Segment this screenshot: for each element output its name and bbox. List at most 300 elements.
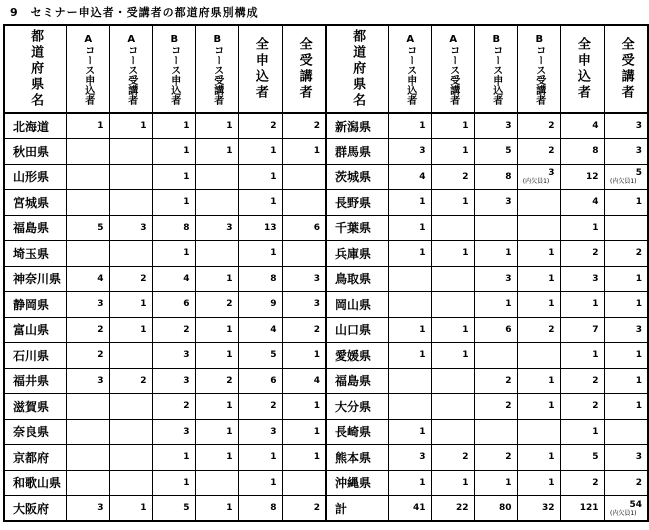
count-cell-b-apply <box>474 164 517 190</box>
count-cell-all-attend <box>282 266 326 292</box>
count-cell-all-apply <box>238 317 282 343</box>
count-value: 3 <box>419 146 426 157</box>
header-pref-left: 都道府県名 <box>4 25 66 113</box>
header-pref-right: 都道府県名 <box>326 25 388 113</box>
count-value: 4 <box>313 375 320 386</box>
count-value: 12 <box>585 171 599 182</box>
count-cell-b-apply <box>474 190 517 216</box>
count-value: 1 <box>635 375 642 386</box>
count-cell-b-apply <box>152 445 195 471</box>
count-value: 1 <box>548 299 555 310</box>
table-row <box>4 394 648 420</box>
count-value: 2 <box>462 171 469 182</box>
count-value: 4 <box>270 324 277 335</box>
count-cell-a-attend <box>109 343 152 369</box>
count-cell-b-attend <box>195 419 238 445</box>
prefecture-name: 和歌山県 <box>4 470 66 496</box>
count-cell-b-apply <box>474 113 517 139</box>
count-cell-a-attend <box>109 266 152 292</box>
count-value: 1 <box>270 171 277 182</box>
count-cell-b-attend <box>195 343 238 369</box>
count-cell-a-attend <box>109 317 152 343</box>
prefecture-name: 愛媛県 <box>326 343 388 369</box>
count-cell-b-attend <box>517 241 560 267</box>
count-cell-b-apply <box>152 241 195 267</box>
count-cell-b-apply <box>152 368 195 394</box>
count-cell-b-attend <box>517 164 560 190</box>
count-cell-b-apply <box>152 317 195 343</box>
count-cell-a-apply <box>66 266 109 292</box>
prefecture-name: 長野県 <box>326 190 388 216</box>
count-value: 5 <box>635 168 642 179</box>
table-row <box>4 215 648 241</box>
count-cell-a-apply <box>66 496 109 522</box>
count-cell-b-apply <box>152 292 195 318</box>
count-value: 4 <box>183 273 190 284</box>
count-cell-all-apply <box>560 113 604 139</box>
count-cell-a-attend <box>109 368 152 394</box>
count-value: 7 <box>592 324 599 335</box>
count-cell-all-apply <box>238 394 282 420</box>
prefecture-name: 新潟県 <box>326 113 388 139</box>
count-cell-all-attend <box>282 496 326 522</box>
header-b-apply-right: Bコース申込者 <box>474 25 517 113</box>
count-value: 2 <box>505 401 512 412</box>
count-cell-a-apply <box>388 470 431 496</box>
count-cell-a-apply <box>388 113 431 139</box>
count-value: 1 <box>462 197 469 208</box>
header-all-attend-right: 全受講者 <box>604 25 648 113</box>
count-value: 3 <box>635 452 642 463</box>
count-cell-all-apply <box>238 445 282 471</box>
count-cell-all-apply <box>238 368 282 394</box>
count-cell-all-apply <box>560 368 604 394</box>
count-cell-a-attend <box>431 266 474 292</box>
count-value: 8 <box>183 222 190 233</box>
count-value: 2 <box>313 324 320 335</box>
count-cell-all-attend <box>604 470 648 496</box>
count-cell-all-apply <box>238 419 282 445</box>
count-value: 1 <box>548 273 555 284</box>
count-cell-all-attend <box>604 317 648 343</box>
count-value: 1 <box>226 401 233 412</box>
count-cell-all-attend <box>282 317 326 343</box>
count-cell-all-attend <box>604 292 648 318</box>
table-row <box>4 343 648 369</box>
count-cell-b-attend <box>195 317 238 343</box>
count-value: 1 <box>419 324 426 335</box>
count-cell-a-attend <box>109 139 152 165</box>
count-value: 1 <box>226 350 233 361</box>
count-value: 1 <box>592 426 599 437</box>
count-value: 1 <box>226 121 233 131</box>
count-cell-a-attend <box>431 190 474 216</box>
count-cell-a-apply <box>388 139 431 165</box>
count-cell-all-attend <box>282 445 326 471</box>
count-value: 2 <box>226 299 233 310</box>
count-cell-all-attend <box>604 419 648 445</box>
count-cell-a-apply <box>388 496 431 522</box>
count-value: 3 <box>97 503 104 513</box>
count-cell-all-attend <box>282 343 326 369</box>
count-value: 2 <box>183 324 190 335</box>
table-row <box>4 139 648 165</box>
count-cell-all-apply <box>238 113 282 139</box>
count-value: 6 <box>313 222 320 233</box>
count-cell-b-attend <box>195 368 238 394</box>
count-cell-b-apply <box>152 496 195 522</box>
count-cell-all-attend <box>604 139 648 165</box>
count-cell-a-attend <box>431 496 474 522</box>
prefecture-name: 大阪府 <box>4 496 66 522</box>
count-value: 2 <box>592 401 599 412</box>
count-cell-a-apply <box>66 215 109 241</box>
prefecture-table <box>3 24 649 522</box>
count-value: 3 <box>505 273 512 284</box>
count-value: 1 <box>505 248 512 259</box>
count-cell-b-attend <box>517 113 560 139</box>
count-cell-a-apply <box>66 470 109 496</box>
count-cell-a-attend <box>109 164 152 190</box>
count-value: 1 <box>462 248 469 259</box>
count-cell-b-apply <box>474 445 517 471</box>
count-value: 2 <box>548 324 555 335</box>
table-row <box>4 496 648 522</box>
count-cell-b-apply <box>152 394 195 420</box>
count-value: 4 <box>97 273 104 284</box>
count-value: 3 <box>183 426 190 437</box>
table-row <box>4 266 648 292</box>
count-value: 1 <box>183 171 190 182</box>
count-value: 1 <box>313 350 320 361</box>
count-value: 2 <box>592 375 599 386</box>
count-value: 3 <box>183 375 190 386</box>
prefecture-name: 山口県 <box>326 317 388 343</box>
header-row <box>4 25 648 113</box>
count-cell-all-attend <box>282 368 326 394</box>
count-value: 1 <box>140 324 147 335</box>
prefecture-name: 北海道 <box>4 113 66 139</box>
table-row <box>4 419 648 445</box>
prefecture-name: 福島県 <box>326 368 388 394</box>
count-value: 121 <box>579 503 599 513</box>
header-a-apply-left: Aコース申込者 <box>66 25 109 113</box>
count-cell-a-attend <box>109 496 152 522</box>
count-cell-b-attend <box>517 266 560 292</box>
count-cell-a-attend <box>431 419 474 445</box>
count-cell-all-apply <box>238 292 282 318</box>
count-value: 2 <box>97 324 104 335</box>
count-value: 1 <box>226 426 233 437</box>
count-value: 1 <box>548 375 555 386</box>
table-row <box>4 317 648 343</box>
count-value: 2 <box>505 452 512 463</box>
prefecture-name: 大分県 <box>326 394 388 420</box>
count-cell-b-attend <box>195 292 238 318</box>
count-cell-a-apply <box>66 292 109 318</box>
count-cell-b-attend <box>195 113 238 139</box>
prefecture-name: 石川県 <box>4 343 66 369</box>
count-value: 1 <box>183 121 190 131</box>
prefecture-name: 群馬県 <box>326 139 388 165</box>
count-value: 1 <box>462 121 469 131</box>
count-value: 1 <box>462 146 469 157</box>
count-cell-b-apply <box>474 139 517 165</box>
count-value: 3 <box>592 273 599 284</box>
count-cell-all-attend <box>282 190 326 216</box>
prefecture-name: 兵庫県 <box>326 241 388 267</box>
header-b-attend-left: Bコース受講者 <box>195 25 238 113</box>
header-all-apply-right: 全申込者 <box>560 25 604 113</box>
count-cell-all-apply <box>238 470 282 496</box>
count-cell-all-apply <box>560 496 604 522</box>
count-value: 2 <box>548 121 555 131</box>
count-cell-b-apply <box>152 419 195 445</box>
prefecture-name: 鳥取県 <box>326 266 388 292</box>
count-value: 1 <box>183 452 190 463</box>
count-value: 1 <box>635 197 642 208</box>
count-cell-all-apply <box>238 241 282 267</box>
count-cell-all-attend <box>604 164 648 190</box>
header-b-apply-left: Bコース申込者 <box>152 25 195 113</box>
count-value: 1 <box>635 401 642 412</box>
count-value: 1 <box>270 197 277 208</box>
prefecture-name: 山形県 <box>4 164 66 190</box>
count-value: 8 <box>270 503 277 513</box>
count-cell-all-attend <box>282 215 326 241</box>
count-value: 1 <box>419 350 426 361</box>
count-value: 1 <box>419 197 426 208</box>
prefecture-name: 奈良県 <box>4 419 66 445</box>
count-cell-b-attend <box>195 470 238 496</box>
count-cell-a-apply <box>388 445 431 471</box>
count-value: 41 <box>412 503 426 513</box>
count-value: 80 <box>498 503 512 513</box>
count-value: 2 <box>592 477 599 488</box>
count-value: 1 <box>635 299 642 310</box>
count-cell-all-attend <box>604 368 648 394</box>
count-cell-b-attend <box>195 496 238 522</box>
vacancy-note: (内欠員1) <box>610 178 637 186</box>
count-cell-all-attend <box>282 470 326 496</box>
count-value: 22 <box>455 503 469 513</box>
count-value: 1 <box>462 324 469 335</box>
prefecture-name: 宮城県 <box>4 190 66 216</box>
table-row <box>4 445 648 471</box>
table-row <box>4 164 648 190</box>
count-cell-a-attend <box>109 470 152 496</box>
count-value: 3 <box>97 299 104 310</box>
count-cell-all-apply <box>238 190 282 216</box>
count-value: 2 <box>270 121 277 131</box>
count-value: 5 <box>592 452 599 463</box>
count-cell-b-apply <box>474 470 517 496</box>
count-cell-b-attend <box>195 164 238 190</box>
count-value: 1 <box>183 248 190 259</box>
count-cell-b-attend <box>517 368 560 394</box>
count-cell-all-attend <box>282 419 326 445</box>
count-value: 2 <box>592 248 599 259</box>
prefecture-name: 福井県 <box>4 368 66 394</box>
count-cell-b-attend <box>517 496 560 522</box>
count-cell-a-apply <box>66 139 109 165</box>
count-cell-a-attend <box>431 292 474 318</box>
count-cell-a-apply <box>66 113 109 139</box>
count-value: 6 <box>270 375 277 386</box>
count-value: 1 <box>313 452 320 463</box>
count-cell-b-apply <box>474 215 517 241</box>
count-value: 3 <box>313 299 320 310</box>
count-cell-a-attend <box>109 190 152 216</box>
count-cell-all-apply <box>560 292 604 318</box>
count-cell-a-apply <box>66 241 109 267</box>
count-value: 3 <box>635 324 642 335</box>
table-row <box>4 292 648 318</box>
prefecture-name: 福島県 <box>4 215 66 241</box>
count-value: 54 <box>629 499 642 510</box>
count-value: 3 <box>183 350 190 361</box>
count-value: 3 <box>140 222 147 233</box>
count-cell-a-attend <box>109 215 152 241</box>
count-cell-all-attend <box>282 164 326 190</box>
count-value: 3 <box>635 121 642 131</box>
table-row <box>4 241 648 267</box>
count-cell-a-attend <box>109 241 152 267</box>
count-value: 1 <box>635 273 642 284</box>
count-cell-b-apply <box>474 368 517 394</box>
count-cell-b-attend <box>195 215 238 241</box>
table-row <box>4 470 648 496</box>
count-value: 2 <box>183 401 190 412</box>
count-cell-all-attend <box>604 496 648 522</box>
count-cell-all-attend <box>282 394 326 420</box>
header-a-attend-right: Aコース受講者 <box>431 25 474 113</box>
prefecture-name: 京都府 <box>4 445 66 471</box>
count-cell-a-apply <box>66 164 109 190</box>
count-value: 2 <box>226 375 233 386</box>
count-cell-all-apply <box>238 139 282 165</box>
table-row <box>4 190 648 216</box>
count-cell-a-apply <box>66 419 109 445</box>
count-cell-b-attend <box>195 241 238 267</box>
count-cell-all-attend <box>282 241 326 267</box>
prefecture-name: 千葉県 <box>326 215 388 241</box>
count-value: 3 <box>505 121 512 131</box>
count-value: 1 <box>505 477 512 488</box>
count-value: 2 <box>462 452 469 463</box>
count-value: 1 <box>97 121 104 131</box>
count-value: 1 <box>140 503 147 513</box>
count-cell-b-attend <box>517 445 560 471</box>
count-cell-a-attend <box>109 292 152 318</box>
count-cell-a-attend <box>431 139 474 165</box>
count-cell-b-apply <box>152 190 195 216</box>
count-value: 4 <box>592 197 599 208</box>
count-value: 3 <box>419 452 426 463</box>
count-cell-all-apply <box>560 419 604 445</box>
count-cell-a-attend <box>431 215 474 241</box>
count-cell-b-apply <box>152 215 195 241</box>
count-cell-b-apply <box>474 419 517 445</box>
count-value: 1 <box>462 477 469 488</box>
count-value: 1 <box>140 121 147 131</box>
count-value: 2 <box>635 477 642 488</box>
count-cell-b-apply <box>152 139 195 165</box>
prefecture-name: 富山県 <box>4 317 66 343</box>
prefecture-name: 沖縄県 <box>326 470 388 496</box>
count-cell-a-apply <box>388 241 431 267</box>
count-value: 1 <box>635 350 642 361</box>
count-cell-all-attend <box>282 139 326 165</box>
count-cell-all-apply <box>560 343 604 369</box>
count-value: 1 <box>183 197 190 208</box>
count-value: 8 <box>505 171 512 182</box>
count-cell-a-attend <box>109 113 152 139</box>
count-value: 2 <box>140 273 147 284</box>
count-cell-b-apply <box>474 241 517 267</box>
count-value: 1 <box>226 146 233 157</box>
count-value: 1 <box>226 452 233 463</box>
count-cell-a-apply <box>66 317 109 343</box>
count-cell-b-attend <box>517 139 560 165</box>
count-cell-all-apply <box>560 164 604 190</box>
prefecture-name: 静岡県 <box>4 292 66 318</box>
count-cell-b-attend <box>517 419 560 445</box>
count-value: 6 <box>183 299 190 310</box>
count-value: 8 <box>270 273 277 284</box>
count-value: 5 <box>270 350 277 361</box>
count-value: 1 <box>548 452 555 463</box>
count-value: 1 <box>313 146 320 157</box>
count-cell-a-apply <box>66 190 109 216</box>
count-value: 1 <box>419 248 426 259</box>
count-value: 1 <box>462 350 469 361</box>
count-value: 4 <box>592 121 599 131</box>
count-cell-b-attend <box>517 292 560 318</box>
count-value: 1 <box>592 222 599 233</box>
count-cell-b-apply <box>474 317 517 343</box>
count-value: 1 <box>270 452 277 463</box>
count-cell-a-apply <box>388 343 431 369</box>
header-all-apply-left: 全申込者 <box>238 25 282 113</box>
count-cell-b-attend <box>517 190 560 216</box>
count-cell-all-attend <box>604 445 648 471</box>
table-row <box>4 113 648 139</box>
count-cell-b-apply <box>474 266 517 292</box>
count-cell-all-attend <box>604 190 648 216</box>
count-value: 1 <box>183 146 190 157</box>
count-cell-b-attend <box>517 317 560 343</box>
count-cell-b-apply <box>152 343 195 369</box>
count-cell-a-attend <box>431 343 474 369</box>
count-value: 1 <box>419 222 426 233</box>
count-cell-a-apply <box>388 215 431 241</box>
prefecture-name: 計 <box>326 496 388 522</box>
count-value: 9 <box>270 299 277 310</box>
count-cell-all-apply <box>238 266 282 292</box>
table-row <box>4 368 648 394</box>
prefecture-name: 滋賀県 <box>4 394 66 420</box>
count-value: 13 <box>263 222 277 233</box>
count-value: 2 <box>548 146 555 157</box>
vacancy-note: (内欠員1) <box>610 509 637 517</box>
count-cell-b-attend <box>517 343 560 369</box>
count-value: 3 <box>548 168 555 179</box>
prefecture-name: 神奈川県 <box>4 266 66 292</box>
count-value: 1 <box>548 248 555 259</box>
count-value: 2 <box>270 401 277 412</box>
count-value: 1 <box>183 477 190 488</box>
